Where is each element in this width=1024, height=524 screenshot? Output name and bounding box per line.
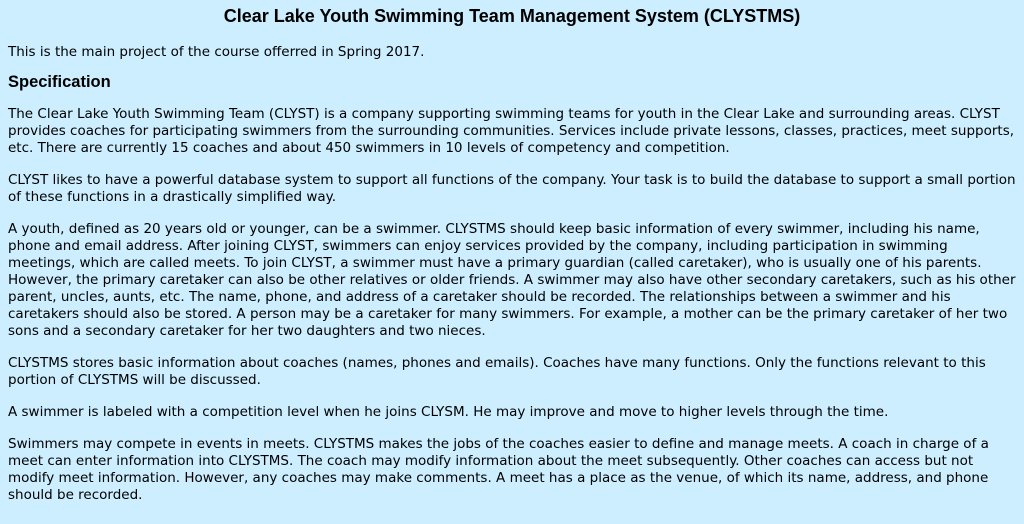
spec-paragraph-company: The Clear Lake Youth Swimming Team (CLYST) is a company supporting swimming teams for youth in the Clear Lake and surrounding areas. CLYST provides coaches for participating swimmers from the surrounding communities. Services include private lessons, classes, practices, meet supports, etc. There are currently 15 coaches and about 450 swimmers in 10 levels of competency and competition. — [8, 106, 1015, 156]
spec-paragraph-levels: A swimmer is labeled with a competition level when he joins CLYSM. He may improve and move to higher levels through the time. — [8, 404, 889, 420]
spec-paragraph-meets: Swimmers may compete in events in meets. CLYSTMS makes the jobs of the coaches easier to define and manage meets. A coach in charge of a meet can enter information into CLYSTMS. The coach may modify information about the meet subsequently. Other coaches can access but not modify meet information. However, any coaches may make comments. A meet has a place as the venue, of which its name, address, and phone should be recorded. — [8, 436, 989, 503]
specification-heading: Specification — [8, 73, 111, 91]
page-title: Clear Lake Youth Swimming Team Management System (CLYSTMS) — [223, 6, 801, 26]
specification-section — [8, 106, 1016, 504]
spec-paragraph-coaches: CLYSTMS stores basic information about coaches (names, phones and emails). Coaches have many functions. Only the functions relevant to this portion of CLYSTMS will be discussed. — [8, 355, 986, 388]
spec-paragraph-swimmers-caretakers: A youth, defined as 20 years old or younger, can be a swimmer. CLYSTMS should keep basic information of every swimmer, including his name, phone and email address. After joining CLYST, swimmers can enjoy services provided by the company, including participation in swimming meetings, which are called meets. To join CLYST, a swimmer must have a primary guardian (called caretaker), who is usually one of his parents. However, the primary caretaker can also be other relatives or older friends. A swimmer may also have other secondary caretakers, such as his other parent, uncles, aunts, etc. The name, phone, and address of a caretaker should be recorded. The relationships between a swimmer and his caretakers should also be stored. A person may be a caretaker for many swimmers. For example, a mother can be the primary caretaker of her two sons and a secondary caretaker for her two daughters and two nieces. — [8, 221, 1016, 339]
intro-paragraph: This is the main project of the course offerred in Spring 2017. — [8, 44, 425, 60]
spec-paragraph-database-goal: CLYST likes to have a powerful database system to support all functions of the company. Your task is to build the database to support a small portion of these functions in a drastically simplified way. — [8, 172, 1016, 205]
